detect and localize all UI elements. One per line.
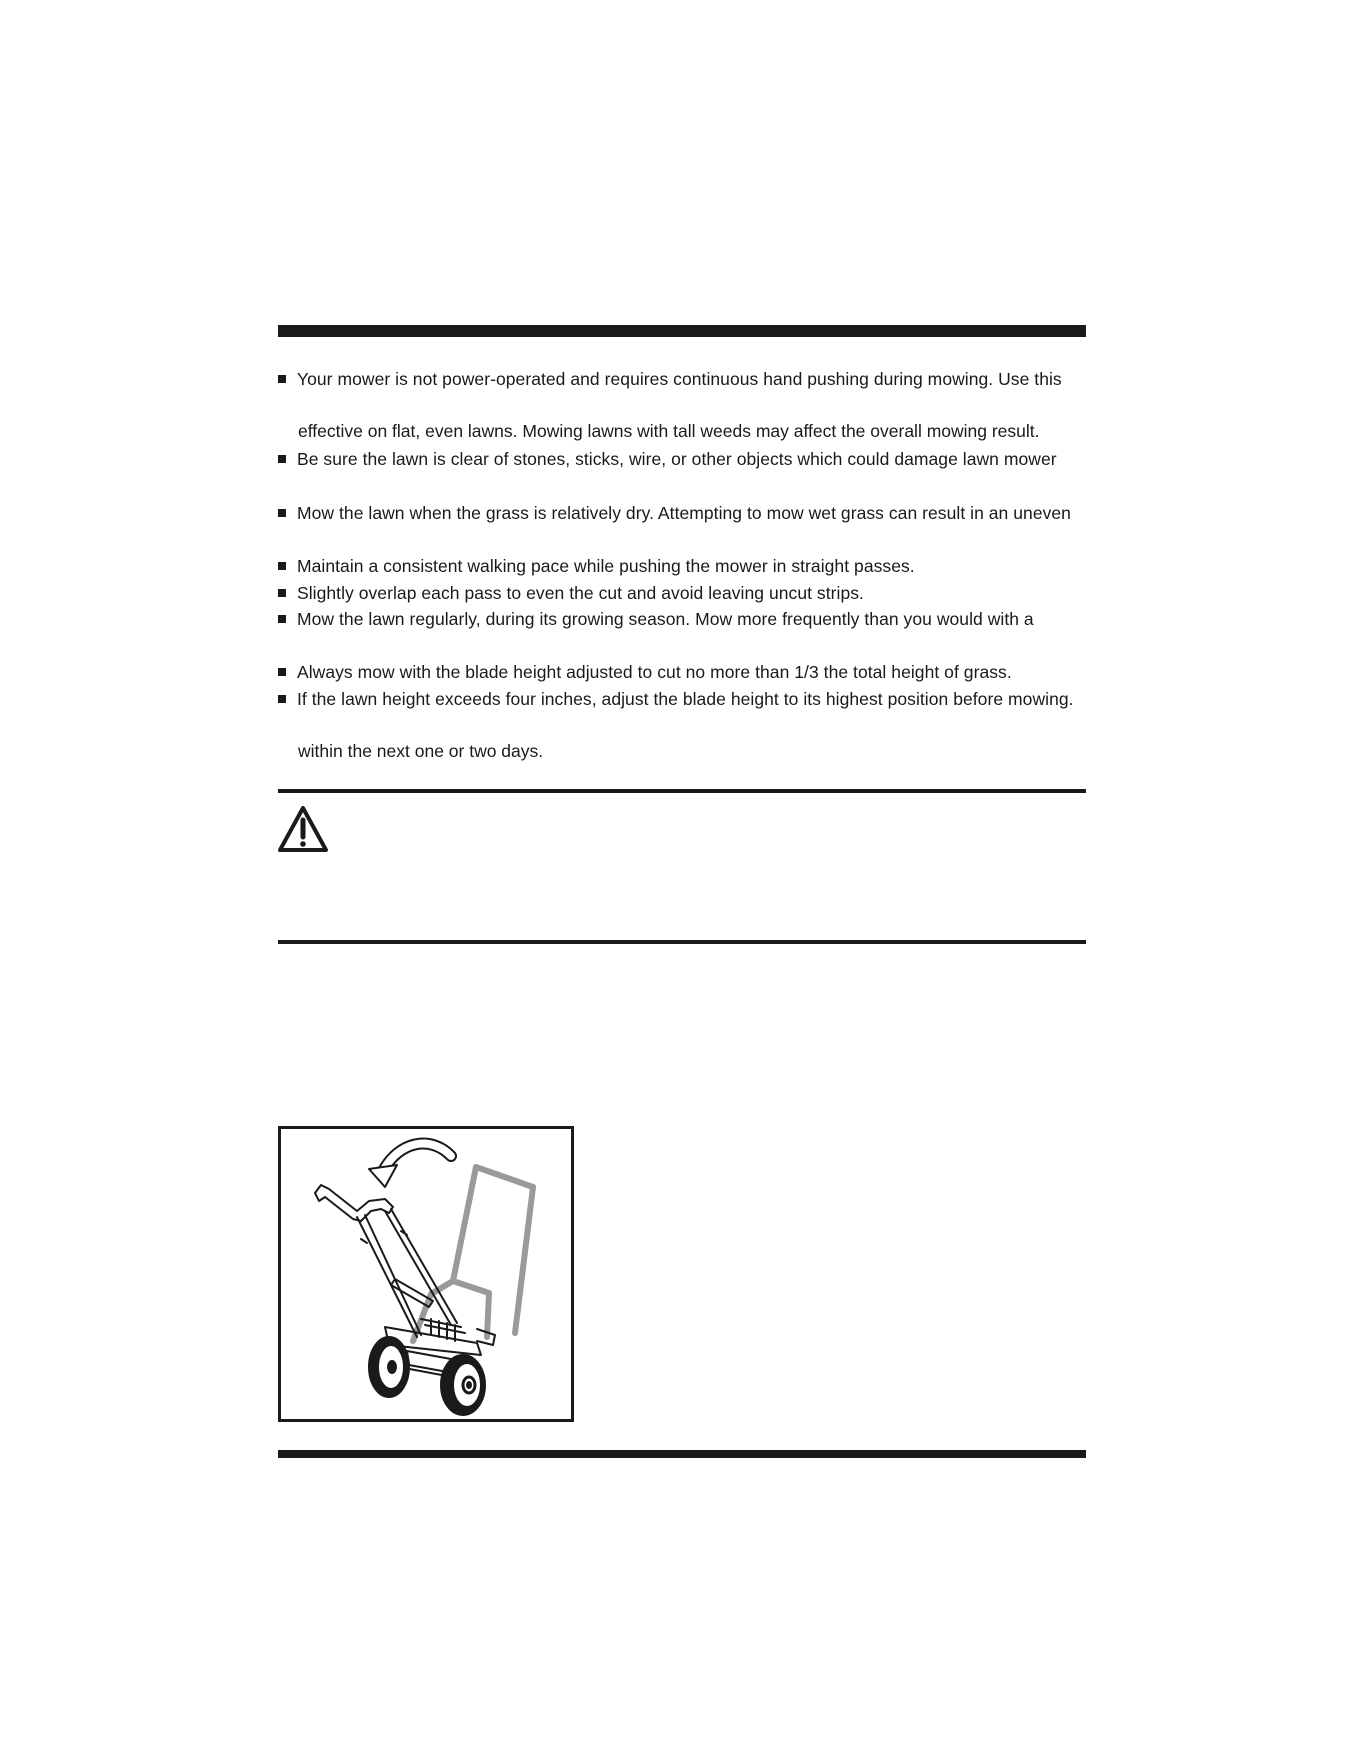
tip-1-continuation: effective on flat, even lawns. Mowing lawns with tall weeds may affect the overall mowing result. xyxy=(298,421,1040,441)
bullet-icon xyxy=(278,509,286,517)
tip-2-text: Be sure the lawn is clear of stones, sticks, wire, or other objects which could damage lawn mower xyxy=(297,449,1057,469)
tip-3 xyxy=(278,502,1071,524)
tip-6-text: Mow the lawn regularly, during its growing season. Mow more frequently than you would with a xyxy=(297,609,1034,629)
bullet-icon xyxy=(278,589,286,597)
left-wheel xyxy=(369,1337,409,1397)
mower-illustration xyxy=(281,1129,571,1419)
tip-4-text: Maintain a consistent walking pace while pushing the mower in straight passes. xyxy=(297,556,915,576)
tip-3-text: Mow the lawn when the grass is relatively dry. Attempting to mow wet grass can result in an uneven xyxy=(297,503,1071,523)
section-top-rule xyxy=(278,325,1086,337)
bullet-icon xyxy=(278,615,286,623)
tip-4 xyxy=(278,555,915,577)
tip-5-text: Slightly overlap each pass to even the cut and avoid leaving uncut strips. xyxy=(297,583,864,603)
right-wheel xyxy=(441,1355,485,1415)
bullet-icon xyxy=(278,562,286,570)
tip-7-text: Always mow with the blade height adjusted to cut no more than 1/3 the total height of grass. xyxy=(297,662,1012,682)
warning-top-rule xyxy=(278,789,1086,793)
tip-8 xyxy=(278,688,1074,710)
tip-1-text: Your mower is not power-operated and requires continuous hand pushing during mowing. Use this xyxy=(297,369,1062,389)
tip-1 xyxy=(278,368,1062,390)
bullet-icon xyxy=(278,695,286,703)
tip-8-text: If the lawn height exceeds four inches, adjust the blade height to its highest position before mowing. xyxy=(297,689,1074,709)
mower-illustration-frame xyxy=(278,1126,574,1422)
tip-5 xyxy=(278,582,864,604)
tip-8-continuation: within the next one or two days. xyxy=(298,741,544,761)
tip-2 xyxy=(278,448,1057,470)
tip-7 xyxy=(278,661,1012,683)
bullet-icon xyxy=(278,668,286,676)
upright-handle-gray xyxy=(413,1167,533,1341)
bullet-icon xyxy=(278,375,286,383)
tip-6 xyxy=(278,608,1034,630)
warning-bottom-rule xyxy=(278,940,1086,944)
bullet-icon xyxy=(278,455,286,463)
section-bottom-rule xyxy=(278,1450,1086,1458)
folded-handle xyxy=(315,1185,457,1337)
warning-triangle-icon xyxy=(277,805,329,853)
